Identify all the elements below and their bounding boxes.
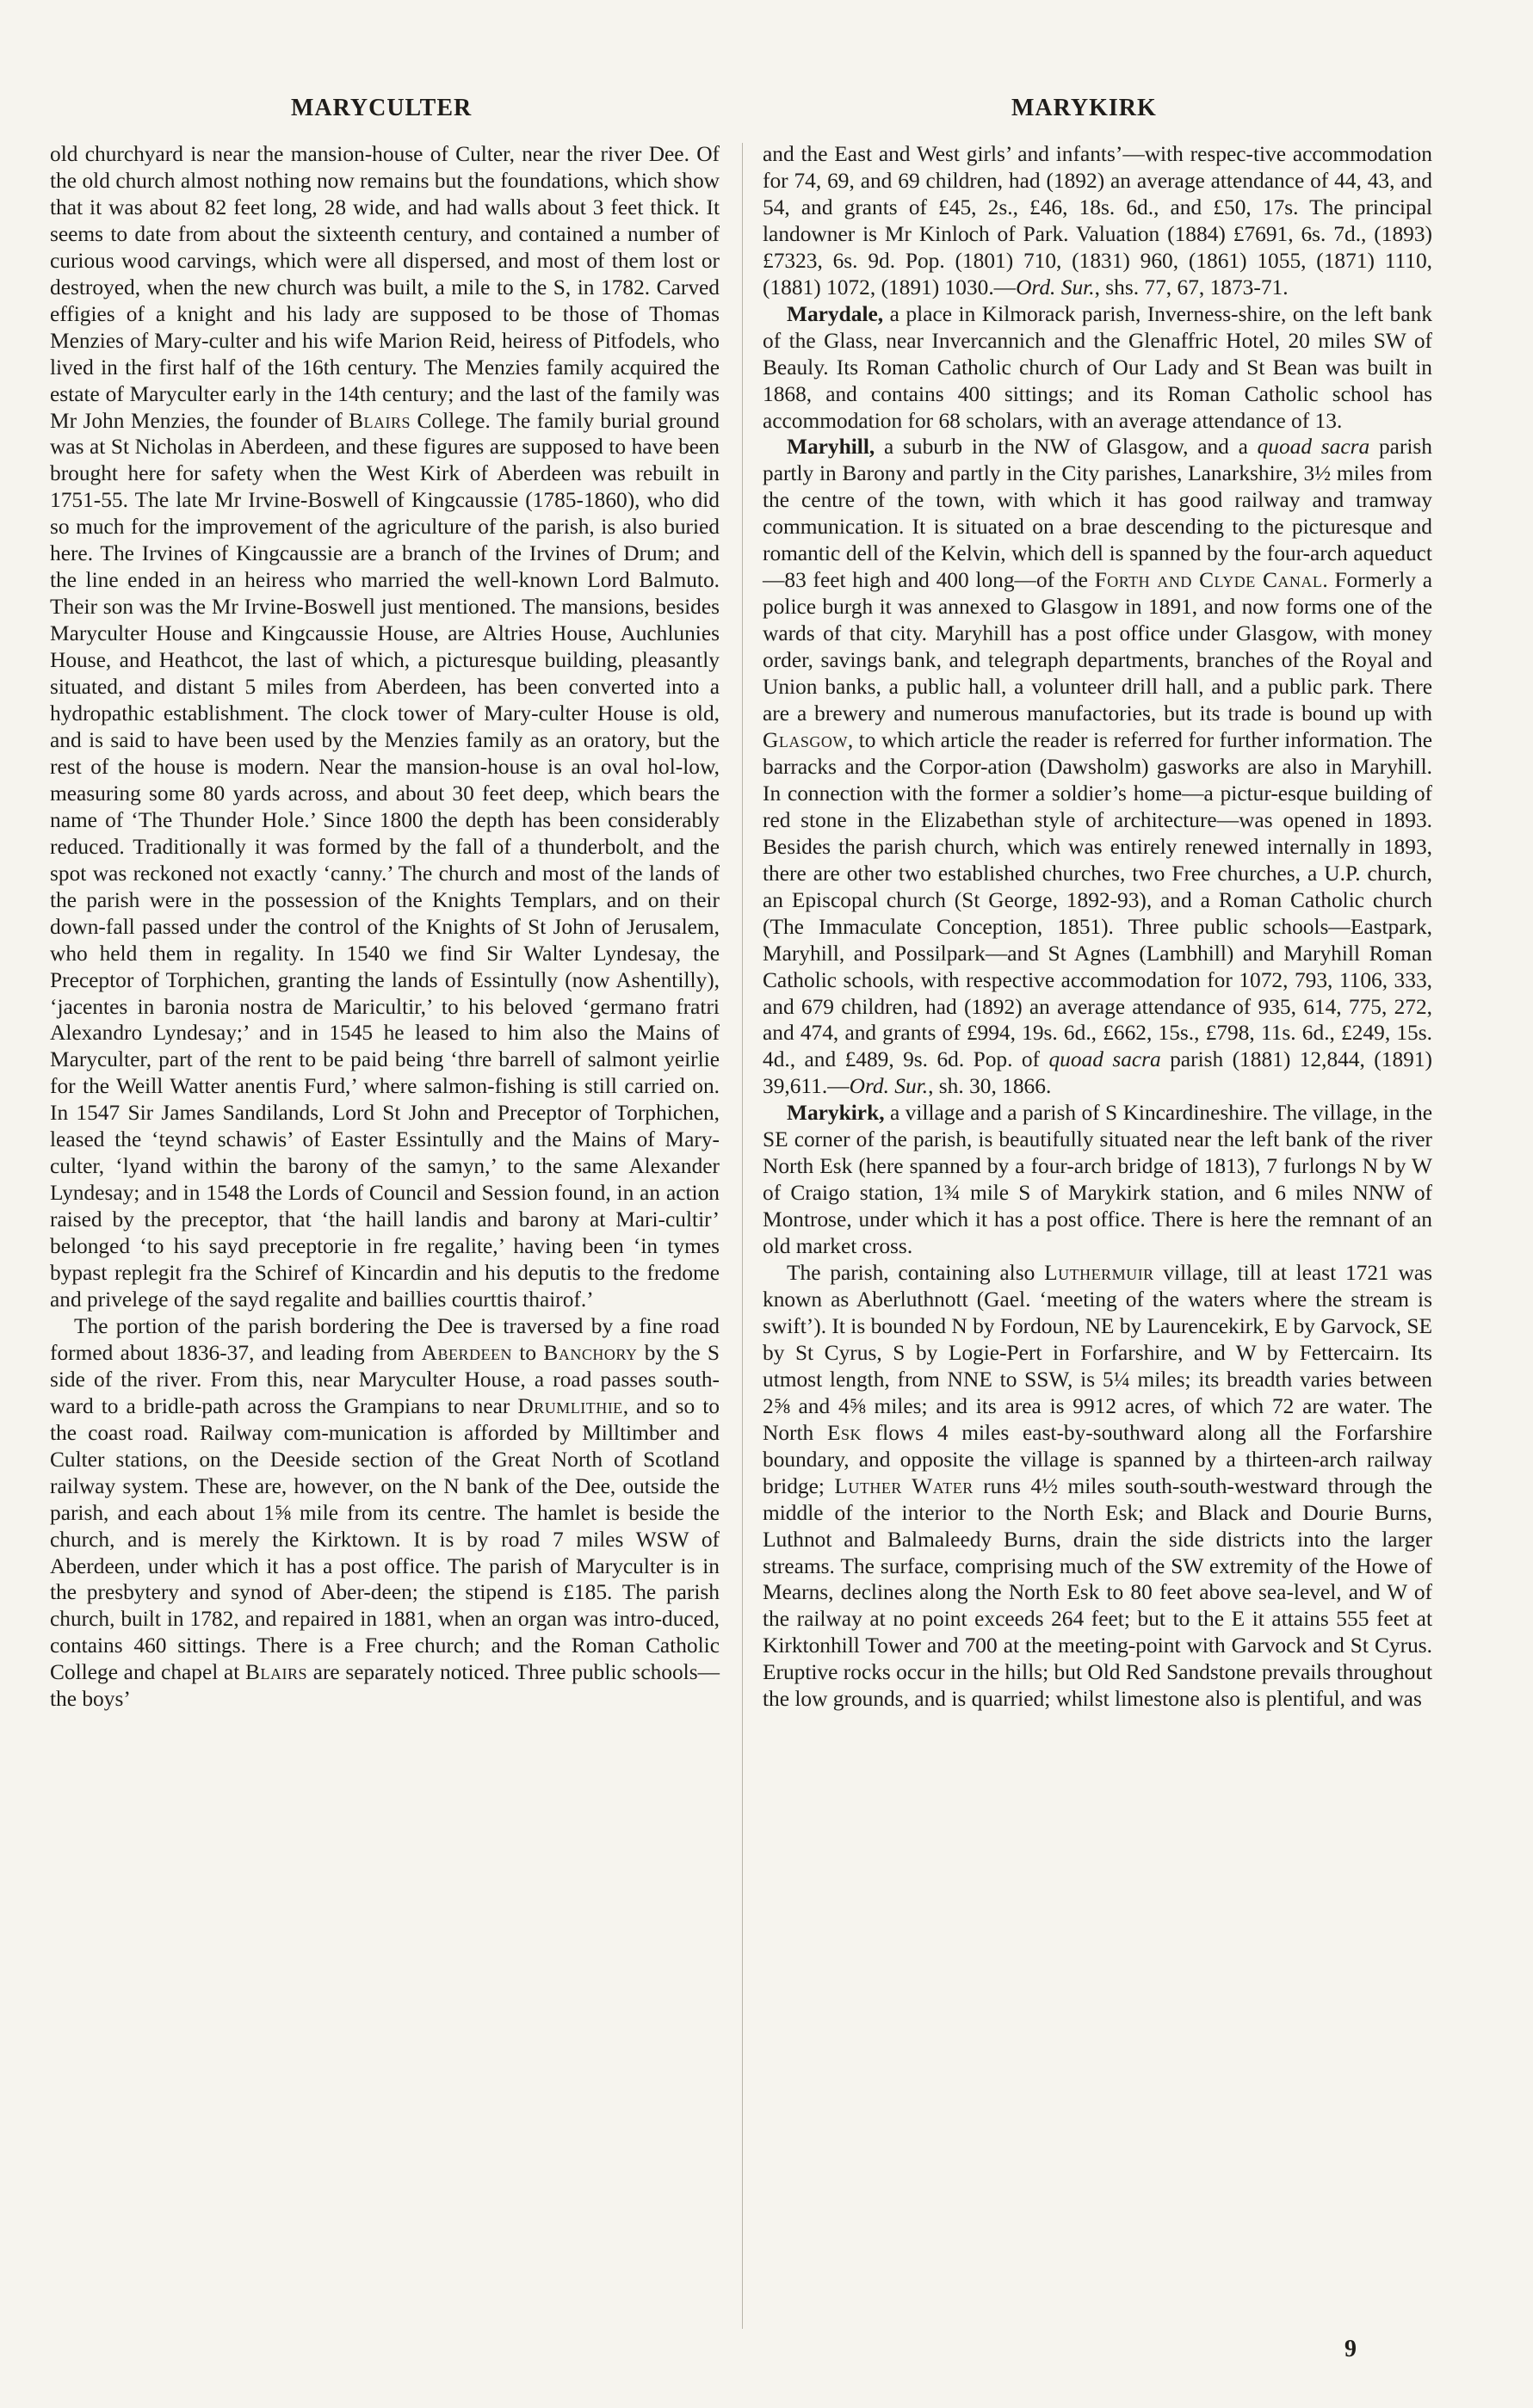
text-run: parish (1881) 12,844, (1891) 39,611.— [763,1047,1433,1099]
italic-text: quoad sacra [1048,1047,1161,1072]
cross-reference: Luthermuir [1044,1261,1154,1286]
text-run: flows 4 miles east-by-southward along all the Forfarshire boundary, and opposite the village is spanned by a thirteen-arch railway bridge; [763,1420,1432,1498]
cross-reference: Blairs [349,408,411,433]
paragraph-maryculter-history [50,141,720,1313]
column-divider [742,143,743,2329]
text-run: are separately noticed. Three public schools—the boys’ [50,1660,720,1712]
text-run: The portion of the parish bordering the Dee is traversed by a fine road formed about 1836-37, and leading from [50,1313,720,1365]
text-run: , shs. 77, 67, 1873-71. [1094,275,1289,299]
cross-reference: Esk [826,1420,862,1445]
entry-title: Marykirk, [787,1101,885,1126]
cross-reference: Luther Water [834,1473,974,1498]
text-run: to [511,1340,544,1365]
italic-text: Ord. Sur. [1016,275,1095,299]
text-run: village, till at least 1721 was known as Aberluthnott (Gael. ‘meeting of the waters where the stream is swift’). It is bounded N by Fordoun, NE by Laurencekirk, E by Garvock, SE by St Cyrus, S by Logie-Pert in Forfarshire, and W by Fettercairn. Its utmost length, from NNE to SSW, is 5¼ miles; its breadth varies between 2⅝ and 4⅝ miles; and its area is 9912 acres, of which 72 are water. The North [763,1261,1433,1445]
left-column [50,141,720,1713]
text-run: old churchyard is near the mansion-house of Culter, near the river Dee. Of the old church almost nothing now remains but the foundations, which show that it was about 82 feet long, 28 wide, and had walls about 3 feet thick. It seems to date from about the sixteenth century, and contained a number of curious wood carvings, which were all dispersed, and most of them lost or destroyed, when the new church was built, a mile to the S, in 1782. Carved effigies of a knight and his lady are supposed to be those of Thomas Menzies of Mary-culter and his wife Marion Reid, heiress of Pitfodels, who lived in the first half of the 16th century. The Menzies family acquired the estate of Maryculter early in the 14th century; and the last of the family was Mr John Menzies, the founder of [50,142,720,433]
text-run: , sh. 30, 1866. [928,1074,1052,1099]
text-run: a place in Kilmorack parish, Inverness-shire, on the left bank of the Glass, near Invercannich and the Glenaffric Hotel, 20 miles SW of Beauly. Its Roman Catholic church of Our Lady and St Bean was built in 1868, and contains 400 sittings; and its Roman Catholic school has accommodation for 68 scholars, with an average attendance of 13. [763,301,1432,433]
right-column [763,141,1432,1713]
text-run: a village and a parish of S Kincardineshire. The village, in the SE corner of the parish, is beautifully situated near the left bank of the river North Esk (here spanned by a four-arch bridge of 1813), 7 furlongs N by W of Craigo station, 1¾ mile S of Marykirk station, and 6 miles NNW of Montrose, under which it has a post office. There is here the remnant of an old market cross. [763,1101,1432,1259]
cross-reference: Banchory [543,1340,638,1365]
paragraph-marykirk-parish [763,1260,1432,1713]
paragraph-maryculter-parish [50,1313,720,1713]
entry-marykirk [763,1100,1432,1260]
entry-maryhill [763,434,1432,1100]
entry-marydale [763,301,1432,435]
text-run: . Formerly a police burgh it was annexed to Glasgow in 1891, and now forms one of the wards of that city. Maryhill has a post office under Glasgow, with money order, savings bank, and telegraph departments, branches of the Royal and Union banks, a public hall, a volunteer drill hall, and a public park. There are a brewery and numerous manufactories, but its trade is bound up with [763,568,1432,726]
text-run: , and so to the coast road. Railway com-munication is afforded by Milltimber and Culter stations, on the Deeside section of the Great North of Scotland railway system. These are, however, on the N bank of the Dee, outside the parish, and each about 1⅝ mile from its centre. The hamlet is beside the church, and is merely the Kirktown. It is by road 7 miles WSW of Aberdeen, under which it has a post office. The parish of Maryculter is in the presbytery and synod of Aber-deen; the stipend is £185. The parish church, built in 1782, and repaired in 1881, when an organ was intro-duced, contains 460 sittings. There is a Free church; and the Roman Catholic College and chapel at [50,1393,720,1685]
cross-reference: Forth and Clyde Canal [1094,568,1323,593]
entry-title: Maryhill, [787,435,875,460]
text-run: runs 4½ miles south-south-westward through the middle of the interior to the North Esk; and Black and Dourie Burns, Luthnot and Balmaleedy Burns, drain the side districts into the larger streams. The surface, comprising much of the SW extremity of the Howe of Mearns, declines along the North Esk to 80 feet above sea-level, and W of the railway at no point exceeds 264 feet; but to the E it attains 555 feet at Kirktonhill Tower and 700 at the meeting-point with Garvock and St Cyrus. Eruptive rocks occur in the hills; but Old Red Sandstone prevails throughout the low grounds, and is quarried; whilst limestone also is plentiful, and was [763,1473,1432,1712]
cross-reference: Glasgow [763,727,848,752]
cross-reference: Aberdeen [421,1340,512,1365]
text-run: The parish, containing also [787,1261,1045,1286]
running-header-left: MARYCULTER [291,95,473,121]
running-header-right: MARYKIRK [1011,95,1157,121]
italic-text: quoad sacra [1257,435,1370,460]
text-run: College. The family burial ground was at St Nicholas in Aberdeen, and these figures are supposed to have been brought here for safety when the West Kirk of Aberdeen was rebuilt in 1751-55. The late Mr Irvine-Boswell of Kingcaussie (1785-1860), who did so much for the improvement of the agriculture of the parish, is also buried here. The Irvines of Kingcaussie are a branch of the Irvines of Drum; and the line ended in an heiress who married the well-known Lord Balmuto. Their son was the Mr Irvine-Boswell just mentioned. The mansions, besides Maryculter House and Kingcaussie House, are Altries House, Auchlunies House, and Heathcot, the last of which, a picturesque building, pleasantly situated, and distant 5 miles from Aberdeen, has been converted into a hydropathic establishment. The clock tower of Mary-culter House is old, and is said to have been used by the Menzies family as an oratory, but the rest of the house is modern. Near the mansion-house is an oval hol-low, measuring some 80 yards across, and about 30 feet deep, which bears the name of ‘The Thunder Hole.’ Since 1800 the depth has been considerably reduced. Traditionally it was formed by the fall of a thunderbolt, and the spot was reckoned not exactly ‘canny.’ The church and most of the lands of the parish were in the possession of the Knights Templars, and on their down-fall passed under the control of the Knights of St John of Jerusalem, who held them in regality. In 1540 we find Sir Walter Lyndesay, the Preceptor of Torphichen, granting the lands of Essintully (now Ashentilly), ‘jacentes in baronia nostra de Maricultir,’ to his beloved ‘germano fratri Alexandro Lyndesay;’ and in 1545 he leased to him also the Mains of Maryculter, part of the rent to be paid being ‘thre barrell of salmont yeirlie for the Weill Watter anentis Furd,’ where salmon-fishing is still carried on. In 1547 Sir James Sandilands, Lord St John and Preceptor of Torphichen, leased the ‘teynd schawis’ of Easter Essintully and the Mains of Mary-culter, ‘lyand within the barony of the samyn,’ to the same Alexander Lyndesay; and in 1548 the Lords of Council and Session found, in an action raised by the preceptor, that ‘the haill landis and barony at Mari-cultir’ belonged ‘to his sayd preceptorie in fre regalite,’ having been ‘in tymes bypast replegit fra the Schiref of Kincardin and his deputis to the fredome and privelege of the sayd regalite and baillies courttis thairof.’ [50,408,720,1312]
cross-reference: Blairs [245,1660,307,1685]
italic-text: Ord. Sur. [849,1074,929,1099]
text-run: parish partly in Barony and partly in the City parishes, Lanarkshire, 3½ miles from the centre of the town, with which it has good railway and tramway communication. It is situated on a brae descending to the picturesque and romantic dell of the Kelvin, which dell is spanned by the four-arch aqueduct—83 feet high and 400 long—of the [763,435,1432,593]
page-number: 9 [1344,2336,1357,2362]
text-run: a suburb in the NW of Glasgow, and a [875,435,1258,460]
text-run: and the East and West girls’ and infants’—with respec-tive accommodation for 74, 69, and 69 children, had (1892) an average attendance of 44, 43, and 54, and grants of £45, 2s., £46, 18s. 6d., and £50, 17s. The principal landowner is Mr Kinloch of Park. Valuation (1884) £7691, 6s. 7d., (1893) £7323, 6s. 9d. Pop. (1801) 710, (1831) 960, (1861) 1055, (1871) 1110, (1881) 1072, (1891) 1030.— [763,142,1432,299]
text-run: , to which article the reader is referred for further information. The barracks and the Corpor-ation (Dawsholm) gasworks are also in Maryhill. In connection with the former a soldier’s home—a pictur-esque building of red stone in the Elizabethan style of architecture—was opened in 1893. Besides the parish church, which was entirely renewed internally in 1893, there are other two established churches, two Free churches, a U.P. church, an Episcopal church (St George, 1892-93), and a Roman Catholic church (The Immaculate Conception, 1851). Three public schools—Eastpark, Maryhill, and Possilpark—and St Agnes (Lambhill) and Maryhill Roman Catholic schools, with respective accommodation for 1072, 793, 1106, 333, and 679 children, had (1892) an average attendance of 935, 614, 775, 272, and 474, and grants of £994, 19s. 6d., £662, 15s., £798, 11s. 6d., £249, 15s. 4d., and £489, 9s. 6d. Pop. of [763,727,1432,1072]
paragraph-maryculter-end [763,141,1432,301]
cross-reference: Drumlithie [517,1393,623,1418]
entry-title: Marydale, [787,301,884,326]
text-run: by the S side of the river. From this, near Maryculter House, a road passes south-ward to a bridle-path across the Grampians to near [50,1340,720,1418]
